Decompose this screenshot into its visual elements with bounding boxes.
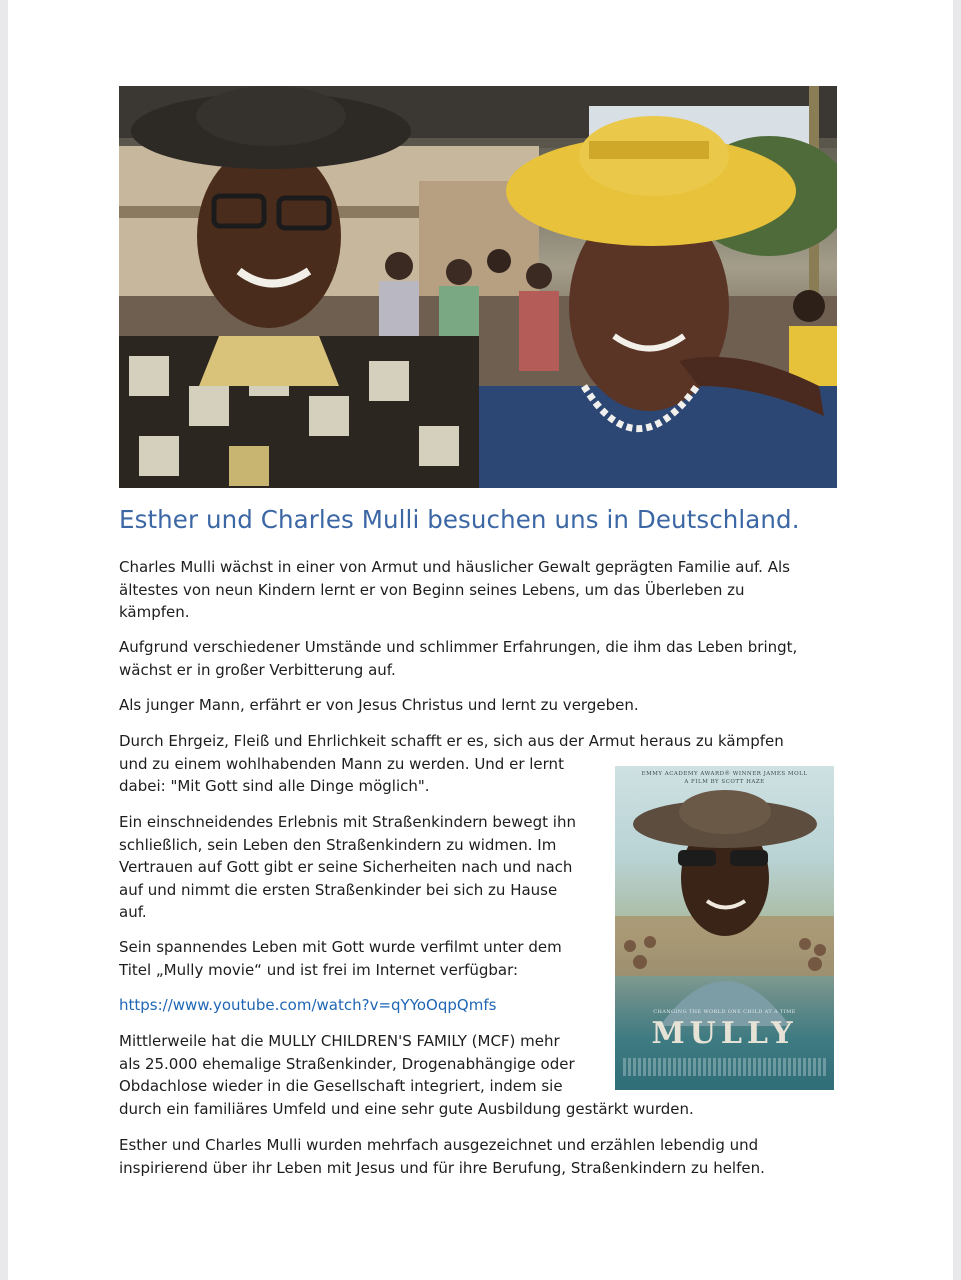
text-line: Vertrauen auf Gott gibt er seine Sicherheiten nach und nach [119,858,573,876]
paragraph-3 [119,694,639,717]
photo-esther-and-charles-mulli [119,86,837,488]
text-line: Durch Ehrgeiz, Fleiß und Ehrlichkeit schafft er es, sich aus der Armut heraus zu kämpfen [119,732,784,750]
text-line: wächst er in großer Verbitterung auf. [119,660,396,679]
text-line: als 25.000 ehemalige Straßenkinder, Drogenabhängige oder [119,1054,575,1073]
text-line: Titel „Mully movie“ und ist frei im Internet verfügbar: [119,960,519,979]
text-line: und zu einem wohlhabenden Mann zu werden. Und er lernt [119,754,564,773]
text-line: Aufgrund verschiedener Umstände und schlimmer Erfahrungen, die ihm das Leben bringt, [119,638,798,656]
poster-tagline: CHANGING THE WORLD ONE CHILD AT A TIME [653,1009,796,1015]
text-line: Mittlerweile hat die MULLY CHILDREN'S FAMILY (MCF) mehr [119,1032,560,1050]
text-line: Sein spannendes Leben mit Gott wurde verfilmt unter dem [119,938,562,956]
text-line: inspirierend über ihr Leben mit Jesus und für ihre Berufung, Straßenkindern zu helfen. [119,1158,765,1177]
paragraph-5 [119,811,576,924]
text-line: Obdachlose wieder in die Gesellschaft integriert, indem sie [119,1077,563,1095]
paragraph-8 [119,1134,765,1179]
text-line: dabei: "Mit Gott sind alle Dinge möglich". [119,777,430,795]
youtube-link[interactable]: https://www.youtube.com/watch?v=qYYoOqpQmfs [119,996,497,1014]
text-line: kämpfen. [119,603,190,621]
paragraph-2 [119,636,797,681]
paragraph-1 [119,556,790,624]
mully-movie-poster [615,766,834,1090]
text-line: ältestes von neun Kindern lernt er von Beginn seines Lebens, um das Überleben zu [119,580,745,599]
text-line: Esther und Charles Mulli wurden mehrfach ausgezeichnet und erzählen lebendig und [119,1136,759,1154]
text-line: Charles Mulli wächst in einer von Armut und häuslicher Gewalt geprägten Familie auf. Als [119,558,790,576]
poster-title: MULLY [651,1016,798,1051]
photo-illustration [119,86,837,488]
text-line: Ein einschneidendes Erlebnis mit Straßenkindern bewegt ihn [119,813,576,831]
text-line: auf. [119,903,147,921]
text-line: auf und nimmt die ersten Straßenkinder bei sich zu Hause [119,880,558,899]
text-line: schließlich, sein Leben den Straßenkindern zu widmen. Im [119,835,557,854]
poster-billing-block [623,1058,826,1076]
link-paragraph [119,994,496,1017]
page-title: Esther und Charles Mulli besuchen uns in Deutschland. [119,505,800,534]
poster-credit-top [615,770,834,786]
text-line: durch ein familiäres Umfeld und eine sehr gute Ausbildung gestärkt wurden. [119,1099,694,1118]
paragraph-7 [119,1030,694,1120]
poster-credit-line: A FILM BY SCOTT HAZE [684,779,765,785]
text-line: Als junger Mann, erfährt er von Jesus Christus und lernt zu vergeben. [119,696,639,714]
poster-credit-line: EMMY ACADEMY AWARD® WINNER JAMES MOLL [641,771,808,777]
paragraph-6 [119,936,562,981]
